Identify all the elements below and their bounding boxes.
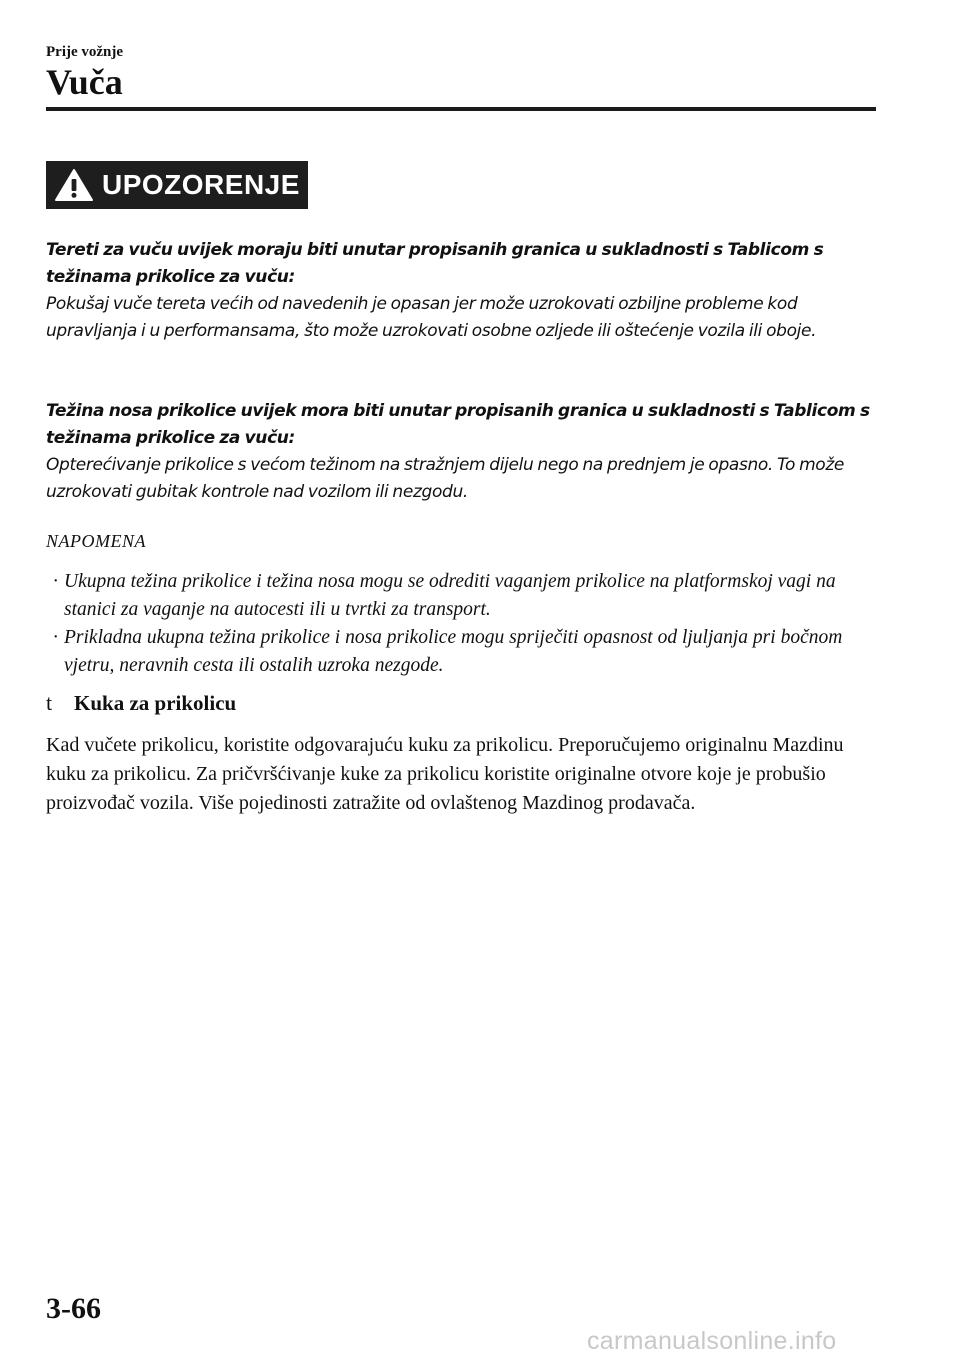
section-label: Prije vožnje [46,44,124,60]
subsection-body: Kad vučete prikolicu, koristite odgovarajuću kuku za prikolicu. Preporučujemo originalnu Mazdinu kuku za prikolicu. Za pričvršćivanje kuke za prikolicu koristite originalne otvore koje je probušio proizvođač vozila. Više pojedinosti zatražite od ovlaštenog Mazdinog prodavača. [46,734,844,814]
warning-triangle-icon [54,168,94,202]
warning-text: Pokušaj vuče tereta većih od navedenih je opasan jer može uzrokovati ozbiljne probleme kod upravljanja i u performansama, što može uzrokovati osobne ozljede ili oštećenje vozila ili oboje. [46,294,817,341]
warning-badge [46,161,308,209]
warning-paragraph [46,237,876,345]
note-item [46,568,876,624]
watermark: carmanualsonline.info [587,1327,837,1355]
warning-heading: Tereti za vuču uvijek moraju biti unutar propisanih granica u sukladnosti s Tablicom s težinama prikolice za vuču: [46,240,824,287]
note-item-text: Ukupna težina prikolice i težina nosa mogu se odrediti vaganjem prikolice na platformskoj vagi na stanici za vaganje na autocesti ili u tvrtki za transport. [64,571,836,620]
subsection-heading [46,690,236,716]
subsection-marker: t [46,690,53,715]
note-list [46,568,876,680]
note-item [46,624,876,680]
page-title: Vuča [46,62,123,102]
warning-paragraph [46,398,876,506]
warning-heading: Težina nosa prikolice uvijek mora biti unutar propisanih granica u sukladnosti s Tablicom s težinama prikolice za vuču: [46,401,870,448]
page-number: 3-66 [46,1292,101,1325]
title-divider [46,107,876,111]
note-item-text: Prikladna ukupna težina prikolice i nosa prikolice mogu spriječiti opasnost od ljuljanja pri bočnom vjetru, neravnih cesta ili ostalih uzroka nezgode. [64,627,843,676]
note-label: NAPOMENA [46,531,146,551]
subsection-title: Kuka za prikolicu [74,690,237,715]
warning-text: Opterećivanje prikolice s većom težinom na stražnjem dijelu nego na prednjem je opasno. To može uzrokovati gubitak kontrole nad vozilom ili nezgodu. [46,455,845,502]
bullet-icon: · [53,627,58,648]
bullet-icon: · [53,571,58,592]
warning-label: UPOZORENJE [102,169,300,200]
